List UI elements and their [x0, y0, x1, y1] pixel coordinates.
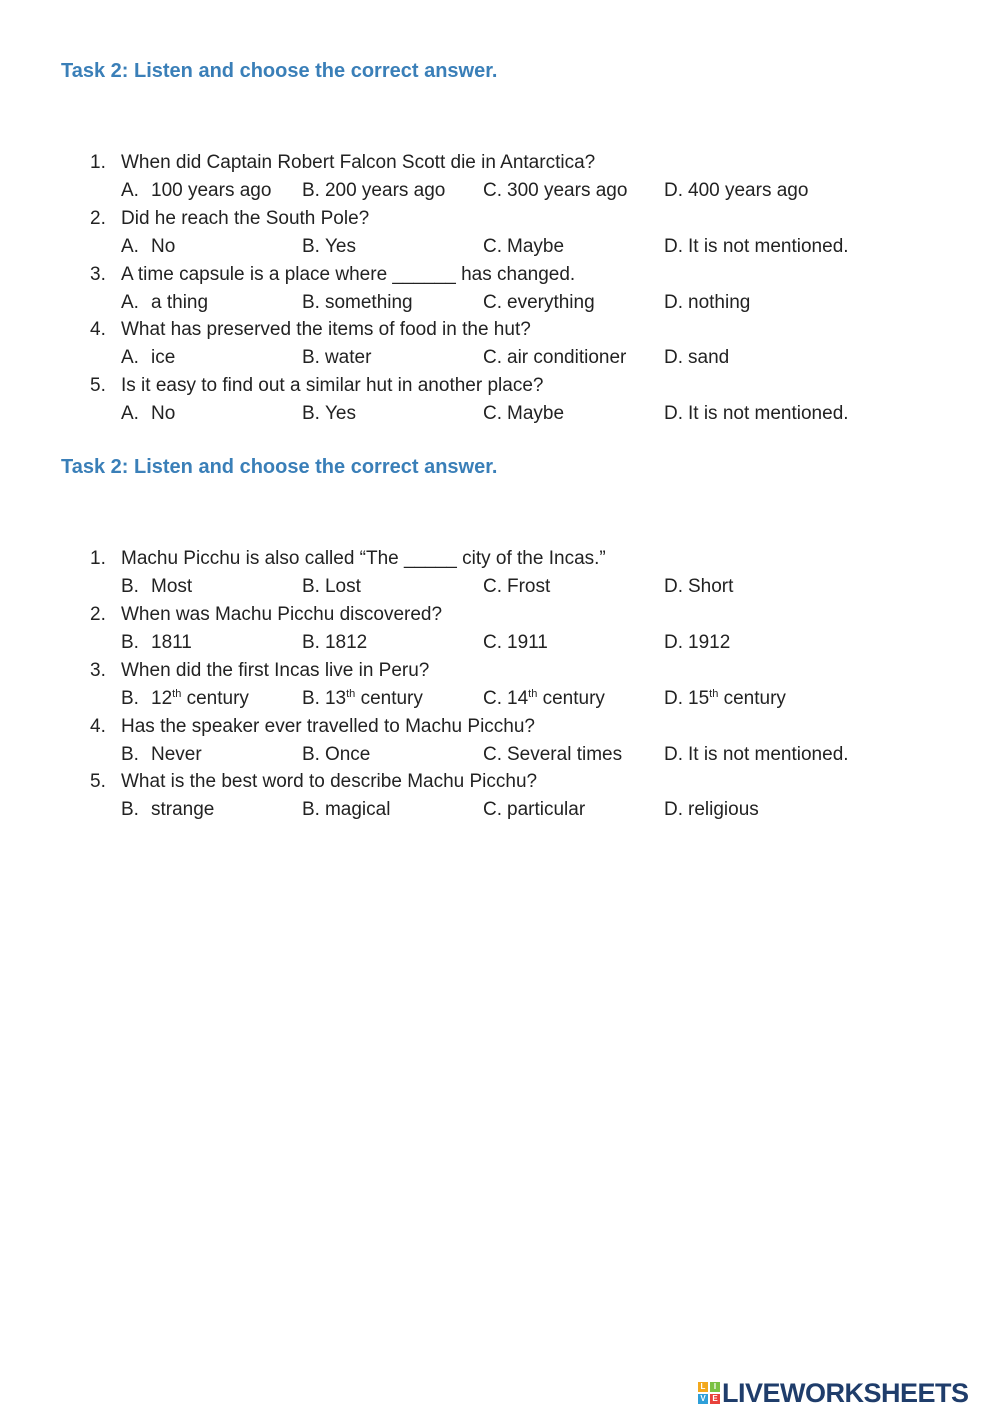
option-b[interactable]: B. Yes [302, 403, 356, 424]
question-3-options [0, 685, 1000, 713]
question-number: 3. [90, 660, 106, 681]
question-text: Machu Picchu is also called “The _____ city of the Incas.” [121, 548, 606, 569]
question-4-options [0, 344, 1000, 372]
option-a[interactable]: A. a thing [121, 292, 209, 313]
option-d[interactable]: D. It is not mentioned. [664, 236, 849, 257]
question-text: When was Machu Picchu discovered? [121, 604, 443, 625]
mark-letter-e: E [710, 1394, 720, 1404]
option-d[interactable]: D. 15th century [664, 688, 786, 709]
mark-letter-l: L [698, 1382, 708, 1392]
option-a[interactable]: A. No [121, 403, 176, 424]
option-a[interactable]: B. 12th century [121, 688, 249, 709]
question-5 [0, 372, 1000, 400]
option-d[interactable]: D. It is not mentioned. [664, 744, 849, 765]
liveworksheets-mark-icon [698, 1382, 720, 1404]
option-c[interactable]: C. air conditioner [483, 347, 627, 368]
option-b[interactable]: B. Lost [302, 576, 361, 597]
question-text: What is the best word to describe Machu Picchu? [121, 771, 538, 792]
question-number: 2. [90, 208, 106, 229]
question-1-options [0, 177, 1000, 205]
question-2-options [0, 629, 1000, 657]
option-c[interactable]: C. particular [483, 799, 586, 820]
question-number: 3. [90, 264, 106, 285]
option-a[interactable]: B. strange [121, 799, 215, 820]
option-d[interactable]: D. 400 years ago [664, 180, 809, 201]
option-d[interactable]: D. 1912 [664, 632, 731, 653]
question-text: When did Captain Robert Falcon Scott die in Antarctica? [121, 152, 596, 173]
mark-letter-v: V [698, 1394, 708, 1404]
option-d[interactable]: D. It is not mentioned. [664, 403, 849, 424]
option-c[interactable]: C. Frost [483, 576, 551, 597]
question-5-options [0, 796, 1000, 824]
task-1-title: Task 2: Listen and choose the correct answer. [61, 60, 498, 82]
option-b[interactable]: B. 1812 [302, 632, 368, 653]
question-number: 4. [90, 319, 106, 340]
option-b[interactable]: B. magical [302, 799, 391, 820]
logo-text: LIVEWORKSHEETS [722, 1377, 969, 1408]
question-number: 5. [90, 771, 106, 792]
question-number: 1. [90, 548, 106, 569]
question-3 [0, 261, 1000, 289]
question-number: 2. [90, 604, 106, 625]
question-1 [0, 545, 1000, 573]
option-a[interactable]: A. 100 years ago [121, 180, 272, 201]
question-number: 4. [90, 716, 106, 737]
option-c[interactable]: C. 300 years ago [483, 180, 628, 201]
question-4-options [0, 741, 1000, 769]
question-text: When did the first Incas live in Peru? [121, 660, 430, 681]
option-c[interactable]: C. Several times [483, 744, 623, 765]
question-2 [0, 601, 1000, 629]
option-d[interactable]: D. Short [664, 576, 734, 597]
option-d[interactable]: D. sand [664, 347, 730, 368]
option-c[interactable]: C. Maybe [483, 236, 565, 257]
question-2-options [0, 233, 1000, 261]
question-2 [0, 205, 1000, 233]
option-b[interactable]: B. Once [302, 744, 371, 765]
question-text: Did he reach the South Pole? [121, 208, 370, 229]
option-a[interactable]: B. 1811 [121, 632, 192, 653]
question-1 [0, 149, 1000, 177]
option-b[interactable]: B. water [302, 347, 372, 368]
option-d[interactable]: D. religious [664, 799, 759, 820]
question-1-options [0, 573, 1000, 601]
option-c[interactable]: C. 14th century [483, 688, 605, 709]
option-a[interactable]: A. ice [121, 347, 176, 368]
option-b[interactable]: B. 13th century [302, 688, 423, 709]
option-a[interactable]: A. No [121, 236, 176, 257]
option-c[interactable]: C. 1911 [483, 632, 548, 653]
liveworksheets-logo [698, 1376, 994, 1410]
option-c[interactable]: C. Maybe [483, 403, 565, 424]
question-3-options [0, 289, 1000, 317]
option-c[interactable]: C. everything [483, 292, 595, 313]
question-5-options [0, 400, 1000, 428]
question-text: Is it easy to find out a similar hut in another place? [121, 375, 544, 396]
mark-letter-i: I [710, 1382, 720, 1392]
option-b[interactable]: B. Yes [302, 236, 356, 257]
task-2-title: Task 2: Listen and choose the correct answer. [61, 456, 498, 478]
option-a[interactable]: B. Most [121, 576, 193, 597]
option-a[interactable]: B. Never [121, 744, 202, 765]
option-d[interactable]: D. nothing [664, 292, 751, 313]
question-3 [0, 657, 1000, 685]
question-text: Has the speaker ever travelled to Machu Picchu? [121, 716, 535, 737]
question-number: 1. [90, 152, 106, 173]
question-4 [0, 713, 1000, 741]
question-number: 5. [90, 375, 106, 396]
question-text: A time capsule is a place where ______ has changed. [121, 264, 576, 285]
question-5 [0, 768, 1000, 796]
question-text: What has preserved the items of food in the hut? [121, 319, 531, 340]
question-4 [0, 316, 1000, 344]
option-b[interactable]: B. 200 years ago [302, 180, 446, 201]
option-b[interactable]: B. something [302, 292, 413, 313]
